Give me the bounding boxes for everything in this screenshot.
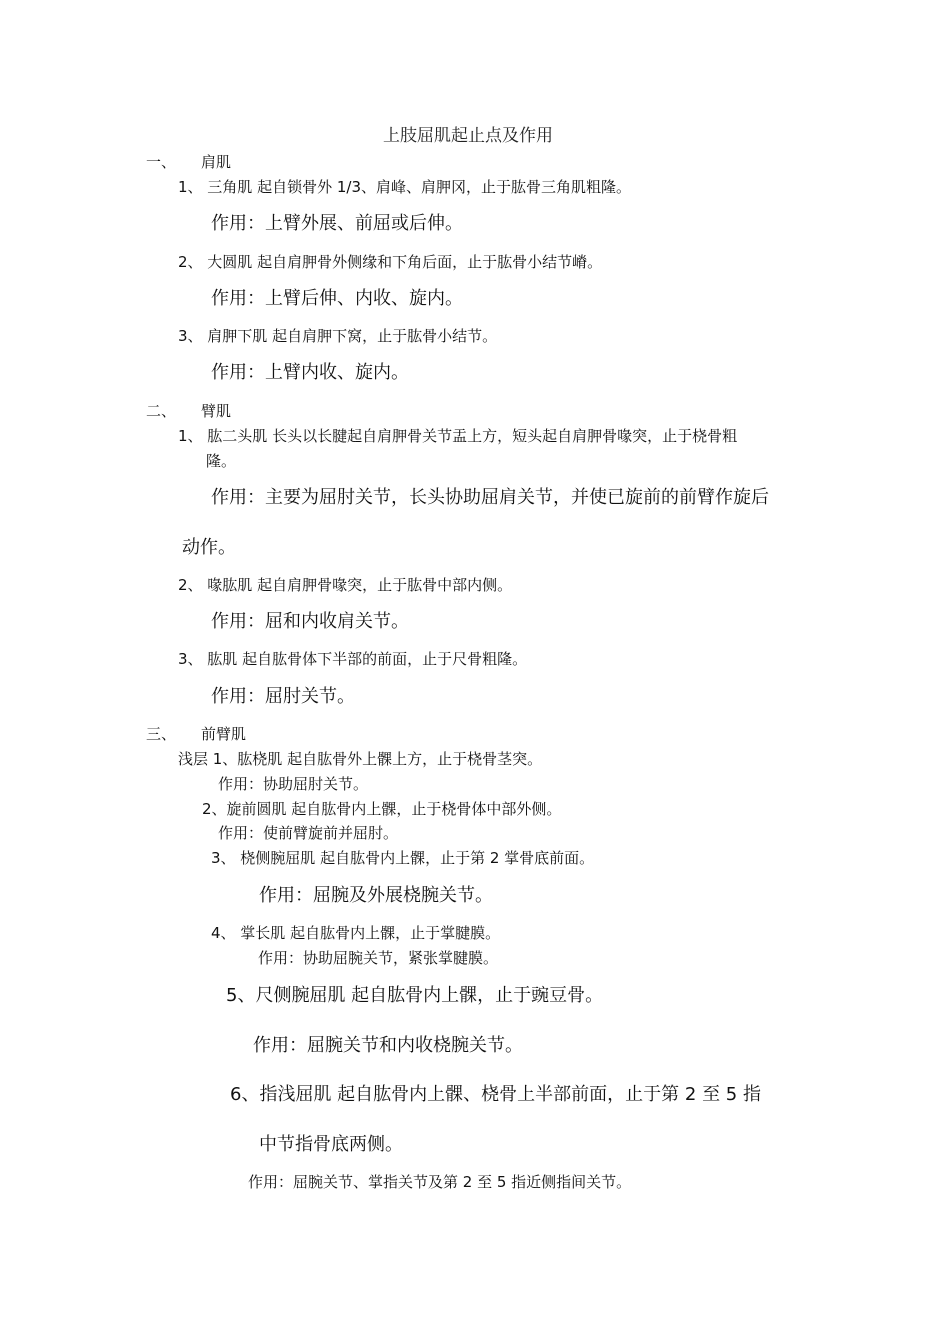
muscle-effect: 作用：上臂内收、旋内。 xyxy=(211,362,409,383)
muscle-entry-continuation: 中节指骨底两侧。 xyxy=(259,1134,403,1155)
muscle-entry: 5、尺侧腕屈肌 起自肱骨内上髁，止于豌豆骨。 xyxy=(226,985,604,1006)
muscle-entry: 3、 肩胛下肌 起自肩胛下窝，止于肱骨小结节。 xyxy=(178,327,498,345)
section-heading: 臂肌 xyxy=(201,402,232,420)
section-number: 三、 xyxy=(146,725,177,743)
muscle-entry: 2、 大圆肌 起自肩胛骨外侧缘和下角后面，止于肱骨小结节嵴。 xyxy=(178,253,603,271)
muscle-entry: 1、 肱二头肌 长头以长腱起自肩胛骨关节盂上方，短头起自肩胛骨喙突，止于桡骨粗 xyxy=(178,427,738,445)
muscle-effect-continuation: 动作。 xyxy=(182,537,236,558)
muscle-effect: 作用：主要为屈肘关节，长头协助屈肩关节，并使已旋前的前臂作旋后 xyxy=(211,487,769,508)
muscle-entry: 2、 喙肱肌 起自肩胛骨喙突，止于肱骨中部内侧。 xyxy=(178,576,513,594)
section-heading: 肩肌 xyxy=(201,153,232,171)
muscle-effect: 作用：屈和内收肩关节。 xyxy=(211,611,409,632)
section-heading: 前臂肌 xyxy=(201,725,247,743)
muscle-effect: 作用：屈腕关节、掌指关节及第 2 至 5 指近侧指间关节。 xyxy=(248,1173,632,1191)
muscle-entry: 3、 桡侧腕屈肌 起自肱骨内上髁，止于第 2 掌骨底前面。 xyxy=(211,849,595,867)
muscle-effect: 作用：上臂后伸、内收、旋内。 xyxy=(211,288,463,309)
muscle-effect: 作用：屈腕及外展桡腕关节。 xyxy=(259,885,493,906)
muscle-effect: 作用：使前臂旋前并屈肘。 xyxy=(218,824,399,842)
section-number: 一、 xyxy=(146,153,177,171)
muscle-entry: 6、指浅屈肌 起自肱骨内上髁、桡骨上半部前面，止于第 2 至 5 指 xyxy=(230,1084,761,1105)
section-number: 二、 xyxy=(146,402,177,420)
muscle-entry-continuation: 隆。 xyxy=(206,452,237,470)
muscle-effect: 作用：屈腕关节和内收桡腕关节。 xyxy=(253,1035,523,1056)
muscle-effect: 作用：屈肘关节。 xyxy=(211,686,355,707)
muscle-entry: 4、 掌长肌 起自肱骨内上髁，止于掌腱膜。 xyxy=(211,924,501,942)
muscle-entry: 3、 肱肌 起自肱骨体下半部的前面，止于尺骨粗隆。 xyxy=(178,650,528,668)
muscle-effect: 作用：上臂外展、前屈或后伸。 xyxy=(211,213,463,234)
document-title: 上肢屈肌起止点及作用 xyxy=(383,126,553,146)
muscle-entry: 2、旋前圆肌 起自肱骨内上髁，止于桡骨体中部外侧。 xyxy=(202,800,562,818)
muscle-entry: 浅层 1、肱桡肌 起自肱骨外上髁上方，止于桡骨茎突。 xyxy=(178,750,543,768)
muscle-entry: 1、 三角肌 起自锁骨外 1/3、肩峰、肩胛冈，止于肱骨三角肌粗隆。 xyxy=(178,178,631,196)
muscle-effect: 作用：协助屈肘关节。 xyxy=(218,775,369,793)
muscle-effect: 作用：协助屈腕关节，紧张掌腱膜。 xyxy=(258,949,499,967)
